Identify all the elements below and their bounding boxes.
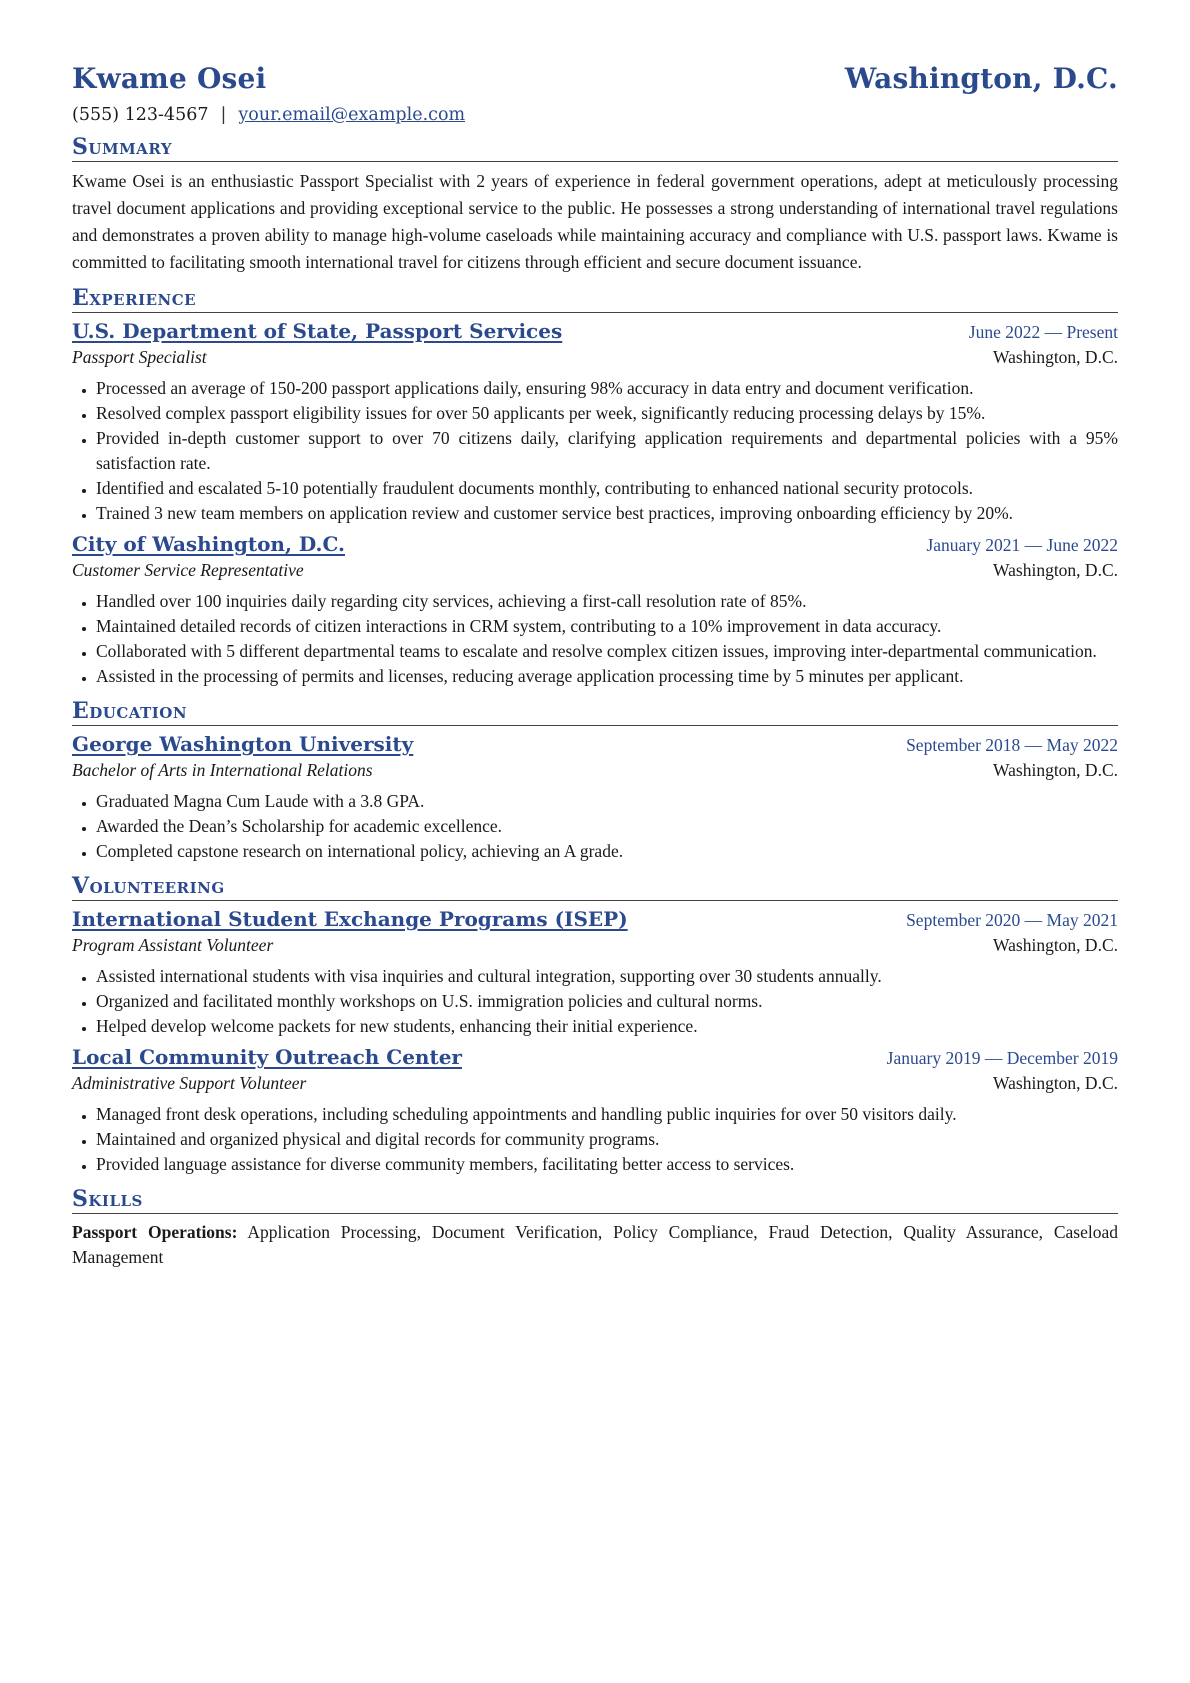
- organization-link[interactable]: U.S. Department of State, Passport Services: [72, 319, 563, 343]
- section-title-skills: Skills: [72, 1185, 1118, 1214]
- candidate-location: Washington, D.C.: [844, 62, 1118, 95]
- bullet-item: • Maintained and organized physical and digital records for community programs.: [96, 1127, 1118, 1152]
- bullet-list: [72, 376, 1118, 526]
- bullet-list: [72, 964, 1118, 1039]
- entry-location: Washington, D.C.: [993, 560, 1118, 580]
- bullet-item: • Assisted in the processing of permits and licenses, reducing average application processing time by 5 minutes per applicant.: [96, 664, 1118, 689]
- entry-location: Washington, D.C.: [993, 935, 1118, 955]
- experience-entry: [72, 532, 1118, 689]
- email-link[interactable]: your.email@example.com: [238, 105, 466, 125]
- section-title-experience: Experience: [72, 284, 1118, 313]
- contact-separator: |: [220, 105, 227, 125]
- entry-role: Program Assistant Volunteer: [72, 935, 274, 955]
- bullet-item: • Identified and escalated 5-10 potentially fraudulent documents monthly, contributing to enhanced national security protocols.: [96, 476, 1118, 501]
- entry-location: Washington, D.C.: [993, 347, 1118, 367]
- bullet-item: • Maintained detailed records of citizen interactions in CRM system, contributing to a 10% improvement in data accuracy.: [96, 614, 1118, 639]
- entry-location: Washington, D.C.: [993, 760, 1118, 780]
- skills-line: [72, 1220, 1118, 1270]
- section-title-summary: Summary: [72, 133, 1118, 162]
- bullet-list: [72, 589, 1118, 689]
- education-section: [72, 697, 1118, 864]
- entry-role: Customer Service Representative: [72, 560, 304, 580]
- organization-link[interactable]: International Student Exchange Programs (ISEP): [72, 907, 628, 931]
- skills-section: [72, 1185, 1118, 1270]
- candidate-name: Kwame Osei: [72, 62, 267, 95]
- entry-role: Administrative Support Volunteer: [72, 1073, 307, 1093]
- bullet-list: [72, 789, 1118, 864]
- entry-dates: January 2021 — June 2022: [926, 535, 1118, 555]
- summary-section: [72, 133, 1118, 276]
- bullet-item: • Organized and facilitated monthly workshops on U.S. immigration policies and cultural norms.: [96, 989, 1118, 1014]
- bullet-item: • Resolved complex passport eligibility issues for over 50 applicants per week, significantly reducing processing delays by 15%.: [96, 401, 1118, 426]
- bullet-item: • Graduated Magna Cum Laude with a 3.8 GPA.: [96, 789, 1118, 814]
- bullet-item: • Assisted international students with visa inquiries and cultural integration, supporting over 30 students annually.: [96, 964, 1118, 989]
- bullet-item: • Helped develop welcome packets for new students, enhancing their initial experience.: [96, 1014, 1118, 1039]
- entry-role: Passport Specialist: [72, 347, 207, 367]
- skills-items: Application Processing, Document Verification, Policy Compliance, Fraud Detection, Quality Assurance, Caseload Management: [72, 1222, 1118, 1267]
- organization-link[interactable]: City of Washington, D.C.: [72, 532, 346, 556]
- entry-dates: January 2019 — December 2019: [886, 1048, 1118, 1068]
- education-entry: [72, 732, 1118, 864]
- bullet-item: • Completed capstone research on international policy, achieving an A grade.: [96, 839, 1118, 864]
- section-title-education: Education: [72, 697, 1118, 726]
- organization-link[interactable]: George Washington University: [72, 732, 414, 756]
- bullet-item: • Trained 3 new team members on application review and customer service best practices, improving onboarding efficiency by 20%.: [96, 501, 1118, 526]
- bullet-item: • Awarded the Dean’s Scholarship for academic excellence.: [96, 814, 1118, 839]
- entry-dates: September 2018 — May 2022: [906, 735, 1118, 755]
- summary-text: Kwame Osei is an enthusiastic Passport Specialist with 2 years of experience in federal government operations, adept at meticulously processing travel document applications and providing exceptional service to the public. He possesses a strong understanding of international travel regulations and demonstrates a proven ability to manage high-volume caseloads while maintaining accuracy and compliance with U.S. passport laws. Kwame is committed to facilitating smooth international travel for citizens through efficient and secure document issuance.: [72, 171, 1118, 272]
- experience-section: [72, 284, 1118, 689]
- entry-dates: June 2022 — Present: [968, 322, 1118, 342]
- bullet-item: • Collaborated with 5 different departmental teams to escalate and resolve complex citizen issues, improving inter-departmental communication.: [96, 639, 1118, 664]
- bullet-item: • Processed an average of 150-200 passport applications daily, ensuring 98% accuracy in data entry and document verification.: [96, 376, 1118, 401]
- section-title-volunteering: Volunteering: [72, 872, 1118, 901]
- bullet-item: • Provided language assistance for diverse community members, facilitating better access to services.: [96, 1152, 1118, 1177]
- resume-page: [72, 62, 1118, 1270]
- volunteering-entry: [72, 907, 1118, 1039]
- experience-entry: [72, 319, 1118, 526]
- volunteering-section: [72, 872, 1118, 1177]
- bullet-list: [72, 1102, 1118, 1177]
- skills-category-label: Passport Operations:: [72, 1222, 238, 1242]
- resume-header: [72, 62, 1118, 95]
- entry-dates: September 2020 — May 2021: [906, 910, 1118, 930]
- bullet-item: • Managed front desk operations, including scheduling appointments and handling public inquiries for over 50 visitors daily.: [96, 1102, 1118, 1127]
- entry-location: Washington, D.C.: [993, 1073, 1118, 1093]
- phone-number: (555) 123-4567: [72, 105, 209, 125]
- volunteering-entry: [72, 1045, 1118, 1177]
- contact-line: [72, 105, 1118, 125]
- organization-link[interactable]: Local Community Outreach Center: [72, 1045, 462, 1069]
- entry-role: Bachelor of Arts in International Relations: [72, 760, 373, 780]
- bullet-item: • Provided in-depth customer support to over 70 citizens daily, clarifying application requirements and departmental policies with a 95% satisfaction rate.: [96, 426, 1118, 476]
- bullet-item: • Handled over 100 inquiries daily regarding city services, achieving a first-call resolution rate of 85%.: [96, 589, 1118, 614]
